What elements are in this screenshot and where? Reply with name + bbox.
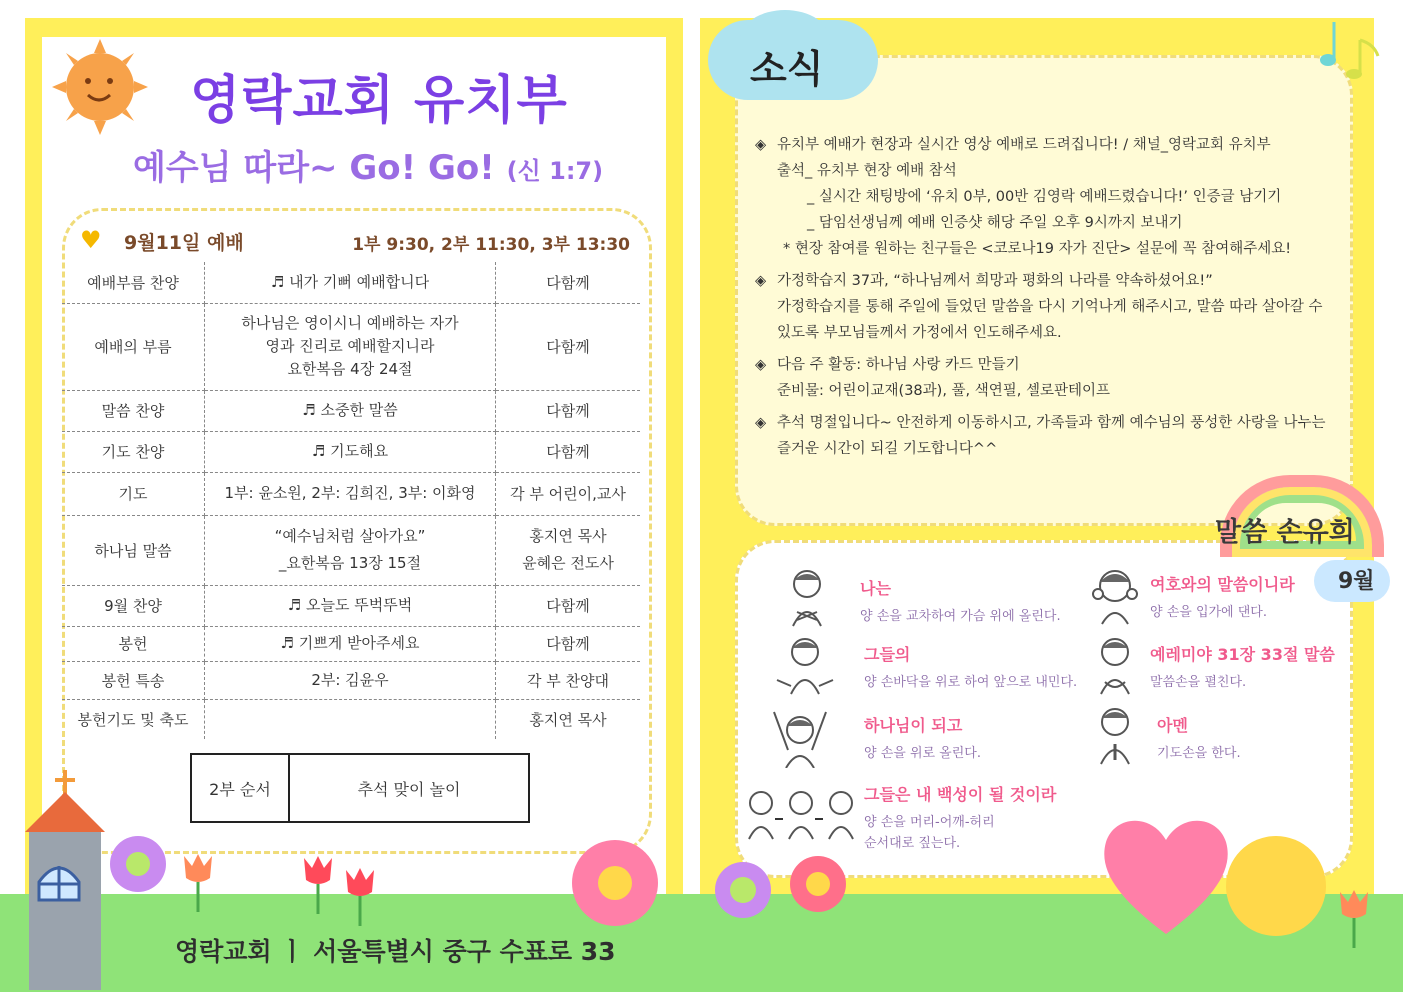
verse-gesture: 양 손을 교차하여 가슴 위에 올린다.	[860, 609, 1061, 624]
order-item: 하나님 말씀	[62, 515, 205, 585]
order-content: “예수님처럼 살아가요” _요한복음 13장 15절	[205, 515, 496, 585]
news-item	[755, 268, 1335, 346]
news-text: _ 실시간 채팅방에 ‘유치 0부, 00반 김영락 예배드렸습니다!’ 인증글 남기기	[807, 189, 1282, 205]
table-row	[62, 661, 640, 699]
news-text: 가정학습지 37과, “하나님께서 희망과 평화의 나라를 약속하셨어요!”	[777, 273, 1213, 289]
verse-gesture: 양 손을 입가에 댄다.	[1150, 605, 1267, 620]
order-item: 9월 찬양	[62, 585, 205, 626]
verse-step	[1157, 713, 1241, 761]
verse-step	[864, 642, 1077, 690]
order-item: 봉헌	[62, 626, 205, 661]
order-item: 기도 찬양	[62, 431, 205, 472]
verse-step	[1150, 642, 1335, 690]
verse-gesture: 양 손을 위로 올린다.	[864, 746, 981, 761]
order-leader: 각 부 찬양대	[496, 661, 641, 699]
month-label: 9월	[1338, 569, 1375, 594]
heart-decoration	[1098, 806, 1234, 940]
tulip-decoration	[1334, 888, 1374, 948]
worship-order-header	[80, 226, 630, 256]
verse-phrase: 그들은 내 백성이 될 것이라	[864, 785, 1057, 804]
order-leader: 다함께	[496, 431, 641, 472]
verse-gesture: 양 손을 머리-어깨-허리	[864, 815, 995, 830]
news-item	[755, 410, 1335, 462]
theme-reference: (신 1:7)	[506, 157, 604, 185]
verse-step	[864, 782, 1056, 851]
page-title: 영락교회 유치부	[190, 71, 568, 131]
second-service-value: 추석 맞이 놀이	[357, 779, 461, 799]
diamond-bullet-icon: ◈	[755, 273, 767, 289]
news-text: 준비물: 어린이교재(38과), 풀, 색연필, 셀로판테이프	[777, 383, 1111, 399]
music-note-icon	[1318, 14, 1384, 80]
news-text: 추석 명절입니다~ 안전하게 이동하시고, 가족들과 함께 예수님의 풍성한 사랑을 나누는 즐거운 시간이 되길 기도합니다^^	[777, 415, 1326, 457]
sun-illustration	[48, 35, 152, 139]
order-content: ♬ 기도해요	[205, 431, 496, 472]
order-item: 예배의 부름	[62, 303, 205, 390]
order-leader: 홍지연 목사	[529, 710, 607, 729]
news-item	[755, 132, 1335, 262]
child-icon	[1093, 636, 1137, 696]
order-item: 봉헌 특송	[62, 661, 205, 699]
flower-decoration	[730, 877, 756, 903]
order-content: ♬ 내가 기뻐 예배합니다	[205, 262, 496, 303]
verse-phrase: 하나님이 되고	[864, 716, 963, 735]
service-times: 1부 9:30, 2부 11:30, 3부 13:30	[352, 235, 630, 255]
order-item: 예배부름 찬양	[62, 262, 205, 303]
verse-gesture: 순서대로 짚는다.	[864, 836, 961, 851]
child-icon	[1093, 706, 1137, 766]
news-list	[755, 132, 1335, 468]
news-text: 가정학습지를 통해 주일에 들었던 말씀을 다시 기억나게 해주시고, 말씀 따라 살아갈 수 있도록 부모님들께서 가정에서 인도해주세요.	[777, 299, 1323, 341]
order-leader: 다함께	[496, 626, 641, 661]
theme-text: 예수님 따라~ Go! Go!	[133, 148, 495, 188]
table-row	[62, 699, 640, 739]
table-row	[62, 431, 640, 472]
table-row	[62, 472, 640, 515]
news-text: 다음 주 활동: 하나님 사랑 카드 만들기	[777, 357, 1020, 373]
table-row	[62, 262, 640, 303]
verse-phrase: 나는	[860, 579, 891, 598]
tulip-decoration	[298, 854, 338, 914]
heart-icon: ♥	[80, 226, 102, 254]
order-leader: 다함께	[496, 390, 641, 431]
diamond-bullet-icon: ◈	[755, 137, 767, 153]
verse-gesture: 기도손을 한다.	[1157, 746, 1241, 761]
second-service-box	[190, 753, 530, 823]
order-content: ♬ 소중한 말씀	[205, 390, 496, 431]
flower-decoration	[126, 852, 150, 876]
news-title: 소식	[750, 47, 824, 91]
order-content	[205, 699, 496, 739]
order-content: ♬ 오늘도 뚜벅뚜벅	[205, 585, 496, 626]
news-text: 유치부 예배가 현장과 실시간 영상 예배로 드려집니다! / 채널_영락교회 유치부	[777, 137, 1271, 153]
table-row	[62, 585, 640, 626]
tulip-decoration	[340, 866, 380, 926]
child-icon	[775, 636, 835, 696]
worship-date: 9월11일 예배	[124, 232, 244, 254]
verse-phrase: 여호와의 말씀이니라	[1150, 575, 1295, 594]
news-text: _ 담임선생님께 예배 인증샷 해당 주일 오후 9시까지 보내기	[807, 215, 1183, 231]
second-service-label: 2부 순서	[192, 755, 290, 821]
table-row	[62, 390, 640, 431]
flower-decoration	[598, 866, 632, 900]
order-item: 기도	[62, 472, 205, 515]
diamond-bullet-icon: ◈	[755, 357, 767, 373]
theme-subtitle	[133, 140, 603, 189]
table-row	[62, 303, 640, 390]
order-item: 말씀 찬양	[62, 390, 205, 431]
church-illustration	[25, 770, 105, 990]
verse-step	[1150, 572, 1295, 620]
tulip-decoration	[178, 852, 218, 912]
verse-phrase: 아멘	[1157, 716, 1188, 735]
news-note: * 현장 참여를 원하는 친구들은 <코로나19 자가 진단> 설문에 꼭 참여해주세요!	[783, 241, 1292, 257]
news-text: 출석_ 유치부 현장 예배 참석	[777, 163, 957, 179]
table-row	[62, 626, 640, 661]
order-content: ♬ 기쁘게 받아주세요	[205, 626, 496, 661]
flower-decoration	[1226, 836, 1326, 936]
order-item: 봉헌기도 및 축도	[62, 699, 205, 739]
flower-decoration	[806, 872, 830, 896]
diamond-bullet-icon: ◈	[755, 415, 767, 431]
worship-order-table	[62, 262, 640, 739]
order-content: 2부: 김윤우	[205, 661, 496, 699]
order-leader: 다함께	[496, 585, 641, 626]
verse-gesture: 양 손바닥을 위로 하여 앞으로 내민다.	[864, 675, 1078, 690]
verse-step	[864, 713, 981, 761]
child-icon	[785, 568, 829, 628]
order-leader: 홍지연 목사 윤혜은 전도사	[496, 515, 641, 585]
order-content: 하나님은 영이시니 예배하는 자가 영과 진리로 예배할지니라 요한복음 4장 24절	[205, 303, 496, 390]
verse-gesture: 말씀손을 펼친다.	[1150, 675, 1247, 690]
order-leader: 다함께	[496, 262, 641, 303]
verse-step	[860, 576, 1061, 624]
verse-phrase: 예레미야 31장 33절 말씀	[1150, 645, 1335, 664]
table-row	[62, 515, 640, 585]
news-item	[755, 352, 1335, 404]
order-leader: 각 부 어린이,교사	[496, 472, 641, 515]
hand-play-title: 말씀 손유희	[1215, 517, 1355, 548]
church-address-footer: 영락교회 ㅣ 서울특별시 중구 수표로 33	[175, 937, 616, 966]
child-sequence-icon	[745, 785, 855, 841]
verse-phrase: 그들의	[864, 645, 911, 664]
child-icon	[770, 708, 830, 768]
order-content: 1부: 윤소원, 2부: 김희진, 3부: 이화영	[205, 472, 496, 515]
child-icon	[1090, 566, 1140, 626]
order-leader: 다함께	[496, 303, 641, 390]
